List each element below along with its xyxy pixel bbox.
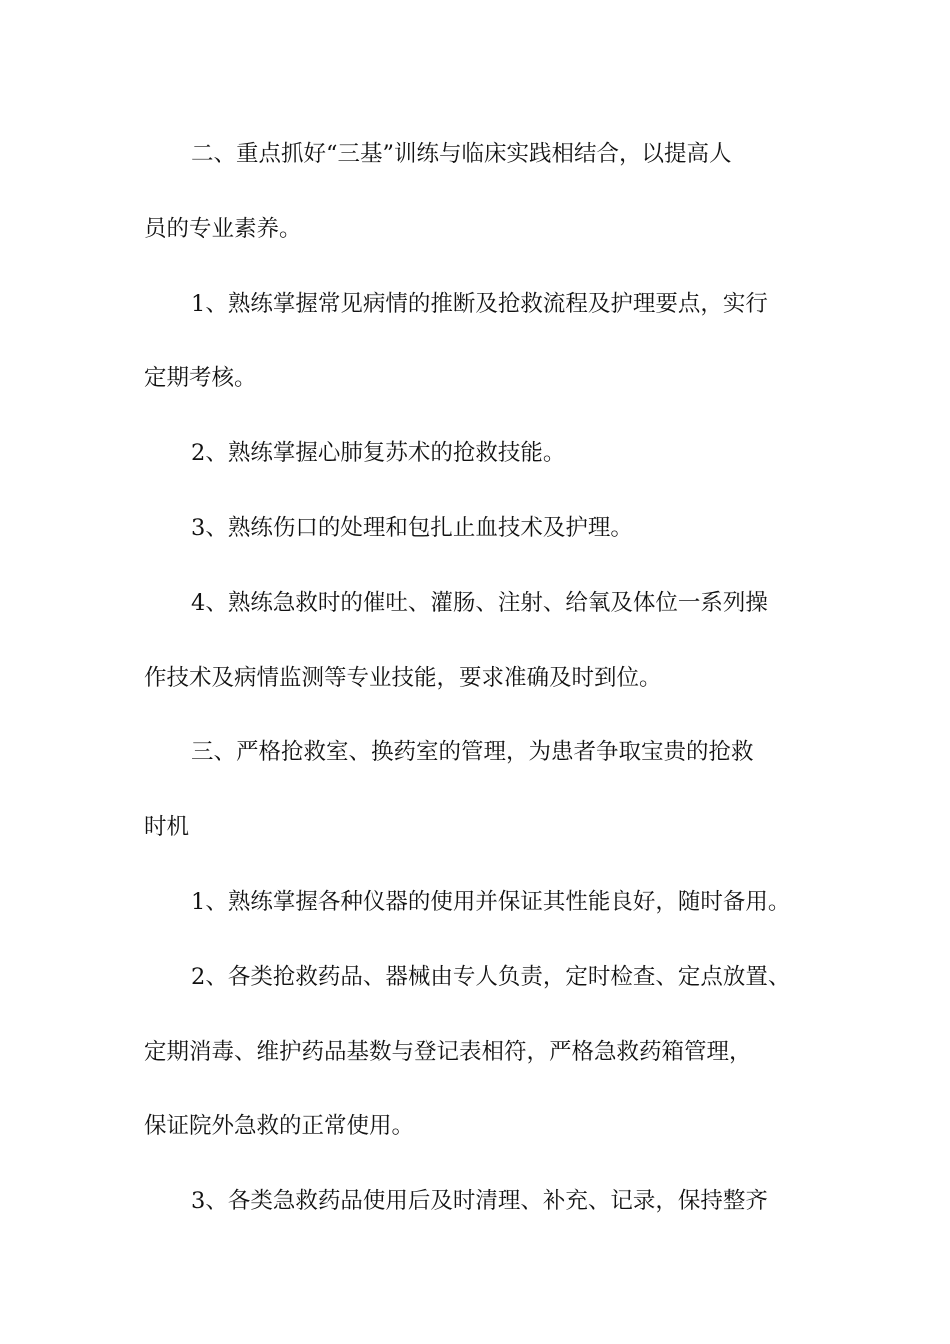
list-item-1: 1、熟练掌握常见病情的推断及抢救流程及护理要点，实行 <box>191 290 768 317</box>
list-item-4: 4、熟练急救时的催吐、灌肠、注射、给氧及体位一系列操 <box>191 589 768 616</box>
list-item-2-section-three-continued-2: 保证院外急救的正常使用。 <box>144 1113 415 1140</box>
list-item-3: 3、熟练伤口的处理和包扎止血技术及护理。 <box>191 514 633 541</box>
section-heading-two-continued: 员的专业素养。 <box>144 215 302 242</box>
section-heading-three: 三、严格抢救室、换药室的管理，为患者争取宝贵的抢救 <box>191 739 754 766</box>
list-item-1-section-three: 1、熟练掌握各种仪器的使用并保证其性能良好，随时备用。 <box>191 888 791 915</box>
list-item-3-section-three: 3、各类急救药品使用后及时清理、补充、记录，保持整齐 <box>191 1188 768 1215</box>
section-heading-two: 二、重点抓好“三基”训练与临床实践相结合，以提高人 <box>191 141 732 167</box>
section-heading-three-continued: 时机 <box>144 814 190 841</box>
list-item-4-continued: 作技术及病情监测等专业技能，要求准确及时到位。 <box>144 664 662 691</box>
document-body <box>144 130 816 1252</box>
list-item-2-section-three-continued: 定期消毒、维护药品基数与登记表相符，严格急救药箱管理， <box>144 1038 752 1065</box>
list-item-2-section-three: 2、各类抢救药品、器械由专人负责，定时检查、定点放置、 <box>191 963 791 990</box>
list-item-1-continued: 定期考核。 <box>144 365 257 392</box>
list-item-2: 2、熟练掌握心肺复苏术的抢救技能。 <box>191 440 566 467</box>
